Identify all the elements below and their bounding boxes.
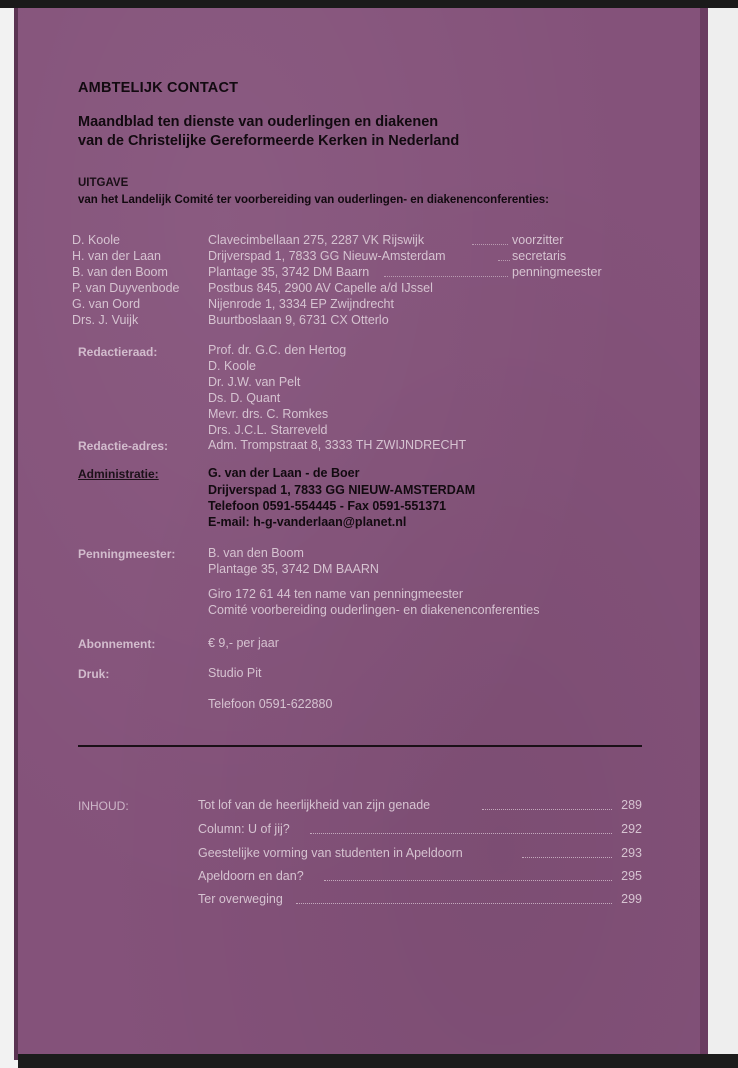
committee-name: G. van Oord [72,297,141,311]
dot-leader [472,244,508,245]
inhoud-label: INHOUD: [78,799,129,813]
redactie-adres-label: Redactie-adres: [78,439,169,453]
druk-value: Studio Pit [208,666,262,680]
toc-title: Geestelijke vorming van studenten in Apeldoorn [198,846,463,860]
administratie-address: Drijverspad 1, 7833 GG NIEUW-AMSTERDAM [208,483,476,497]
penningmeester-label: Penningmeester: [78,547,176,561]
abonnement-value: € 9,- per jaar [208,636,279,650]
toc-title: Column: U of jij? [198,822,290,836]
druk-telefoon: Telefoon 0591-622880 [208,697,333,711]
redactieraad-member: Mevr. drs. C. Romkes [208,407,329,421]
dot-leader [522,857,612,858]
toc-page: 289 [621,798,642,812]
dot-leader [498,260,510,261]
committee-name: H. van der Laan [72,249,161,263]
toc-page: 295 [621,869,642,883]
magazine-subtitle-line1: Maandblad ten dienste van ouderlingen en diakenen [78,114,439,130]
committee-name: B. van den Boom [72,265,168,279]
penningmeester-address: Plantage 35, 3742 DM BAARN [208,562,379,576]
committee-name: Drs. J. Vuijk [72,313,139,327]
dot-leader [482,809,612,810]
redactieraad-member: Ds. D. Quant [208,391,281,405]
toc-page: 299 [621,892,642,906]
redactieraad-member: Drs. J.C.L. Starreveld [208,423,328,437]
toc-title: Ter overweging [198,892,283,906]
committee-role: penningmeester [512,265,602,279]
scan-bottom-edge [18,1054,738,1068]
dot-leader [310,833,612,834]
committee-address: Plantage 35, 3742 DM Baarn [208,265,370,279]
toc-title: Tot lof van de heerlijkheid van zijn genade [198,798,431,812]
redactieraad-member: D. Koole [208,359,256,373]
scan-top-edge [0,0,738,8]
toc-item [198,846,642,864]
magazine-title: AMBTELIJK CONTACT [78,80,239,96]
giro-line: Giro 172 61 44 ten name van penningmeester [208,587,464,601]
administratie-phone: Telefoon 0591-554445 - Fax 0591-551371 [208,499,447,513]
toc-page: 292 [621,822,642,836]
committee-name: D. Koole [72,233,120,247]
committee-name: P. van Duyvenbode [72,281,180,295]
magazine-subtitle-line2: van de Christelijke Gereformeerde Kerken in Nederland [78,133,460,149]
penningmeester-name: B. van den Boom [208,546,304,560]
committee-address: Clavecimbellaan 275, 2287 VK Rijswijk [208,233,425,247]
committee-address: Drijverspad 1, 7833 GG Nieuw-Amsterdam [208,249,446,263]
toc-title: Apeldoorn en dan? [198,869,304,883]
scan-right-margin [708,8,738,1060]
redactieraad-member: Dr. J.W. van Pelt [208,375,301,389]
redactieraad-label: Redactieraad: [78,345,158,359]
committee-role: secretaris [512,249,567,263]
administratie-label: Administratie: [78,467,159,481]
toc-item [198,869,642,887]
uitgave-label: UITGAVE [78,177,129,189]
toc-page: 293 [621,846,642,860]
dot-leader [384,276,508,277]
section-divider [78,745,642,747]
dot-leader [324,880,612,881]
administratie-name: G. van der Laan - de Boer [208,466,360,480]
committee-address: Postbus 845, 2900 AV Capelle a/d IJssel [208,281,433,295]
committee-address: Nijenrode 1, 3334 EP Zwijndrecht [208,297,394,311]
druk-label: Druk: [78,667,110,681]
committee-role: voorzitter [512,233,564,247]
page-right-shadow [700,8,708,1060]
administratie-email: E-mail: h-g-vanderlaan@planet.nl [208,515,407,529]
abonnement-label: Abonnement: [78,637,156,651]
toc-item [198,798,642,816]
committee-address: Buurtboslaan 9, 6731 CX Otterlo [208,313,389,327]
dot-leader [296,903,612,904]
giro-line: Comité voorbereiding ouderlingen- en diakenenconferenties [208,603,540,617]
toc-item [198,892,642,910]
uitgave-description: van het Landelijk Comité ter voorbereiding van ouderlingen- en diakenenconferenties: [78,194,549,206]
redactie-adres-value: Adm. Trompstraat 8, 3333 TH ZWIJNDRECHT [208,438,467,452]
toc-item [198,822,642,840]
page-left-shadow [14,8,18,1060]
redactieraad-member: Prof. dr. G.C. den Hertog [208,343,347,357]
